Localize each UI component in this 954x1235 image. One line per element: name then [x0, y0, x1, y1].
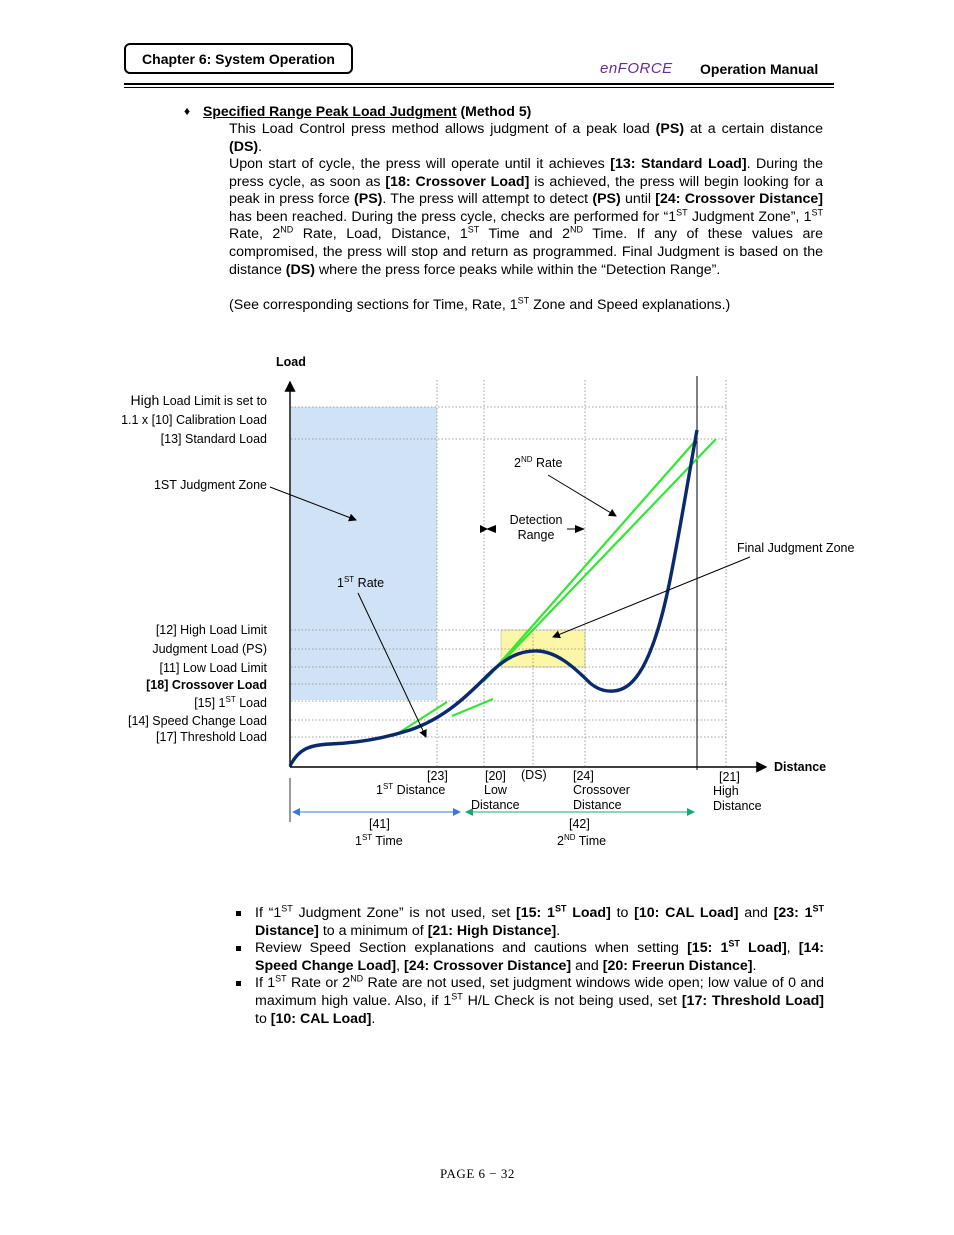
distance-guide-lines — [437, 380, 726, 766]
final-zone-label: Final Judgment Zone — [737, 541, 855, 555]
d24-label-2: Crossover — [573, 783, 630, 797]
d20-label-3: Distance — [471, 798, 520, 812]
d23-label-1: [23] — [427, 769, 448, 783]
diamond-bullet-icon: ♦ — [184, 104, 191, 118]
intro-paragraph: This Load Control press method allows judgment of a peak load (PS) at a certain distance (DS). — [229, 121, 823, 155]
high-limit-label: [12] High Load Limit — [155, 623, 267, 637]
ds-label: (DS) — [521, 768, 547, 782]
page-number: PAGE 6 − 32 — [440, 1166, 515, 1181]
note-item: If 1ST Rate or 2ND Rate are not used, set judgment windows wide open; low value of 0 and maximum high value. Also, if 1ST H/L Check is not being used, set [17: Threshold Load] to [10: CAL Load]. — [236, 975, 824, 1028]
x-axis-label: Distance — [774, 760, 827, 774]
threshold-label: [17] Threshold Load — [156, 730, 267, 744]
section-title: Specified Range Peak Load Judgment (Method 5) — [203, 103, 532, 119]
rate2-label: 2ND Rate — [514, 455, 563, 470]
notes-list — [236, 905, 824, 1028]
d24-label-1: [24] — [573, 769, 594, 783]
d21-label-1: [21] — [719, 770, 740, 784]
t42-label-2: 2ND Time — [557, 833, 607, 848]
standard-load-label: [13] Standard Load — [160, 432, 267, 446]
detection-range-label-2: Range — [517, 528, 555, 542]
high-load-label: High Load Limit is set to — [130, 392, 267, 408]
chapter-box: Chapter 6: System Operation — [124, 43, 353, 74]
load-distance-diagram — [0, 340, 954, 870]
see-also-paragraph: (See corresponding sections for Time, Rate, 1ST Zone and Speed explanations.) — [229, 295, 731, 313]
y-axis-label: Load — [276, 355, 306, 369]
d20-label-1: [20] — [485, 769, 506, 783]
brand-logo: enFORCE — [600, 60, 673, 77]
operation-paragraph: Upon start of cycle, the press will operate until it achieves [13: Standard Load]. During the press cycle, as soon as [18: Crossover Load] is achieved, the press will begin looking for a peak in press force (PS). The press will attempt to detect (PS) until [24: Crossover Distance] has been reached. During the press cycle, checks are performed for “1ST Judgment Zone”, 1ST Rate, 2ND Rate, Load, Distance, 1ST Time and 2ND Time. If any of these values are compromised, the press will stop and return as programmed. Final Judgment is based on the distance (DS) where the press force peaks while within the “Detection Range”. — [229, 156, 823, 278]
speed-change-label: [14] Speed Change Load — [127, 714, 267, 728]
manual-title: Operation Manual — [700, 61, 819, 77]
first-judgment-zone — [291, 407, 437, 700]
d24-label-3: Distance — [573, 798, 622, 812]
judgment-load-label: Judgment Load (PS) — [152, 642, 267, 656]
d23-label-2: 1ST Distance — [376, 782, 446, 797]
first-load-label: [15] 1ST Load — [194, 695, 267, 710]
low-limit-label: [11] Low Load Limit — [159, 661, 267, 675]
d21-label-2: High — [713, 784, 739, 798]
zone1-label: 1ST Judgment Zone — [153, 478, 267, 492]
t42-label-1: [42] — [569, 817, 590, 831]
header-rule — [124, 83, 834, 85]
header-rule-thin — [124, 87, 834, 88]
detection-range-label-1: Detection — [509, 513, 563, 527]
t41-label-2: 1ST Time — [355, 833, 403, 848]
note-item: If “1ST Judgment Zone” is not used, set [15: 1ST Load] to [10: CAL Load] and [23: 1ST Distance] to a minimum of [21: High Distance]. — [236, 905, 824, 940]
d20-label-2: Low — [484, 783, 507, 797]
t41-label-1: [41] — [369, 817, 390, 831]
note-item: Review Speed Section explanations and cautions when setting [15: 1ST Load], [14: Speed Change Load], [24: Crossover Distance] and [20: Freerun Distance]. — [236, 940, 824, 975]
rate1-label: 1ST Rate — [337, 575, 385, 590]
cal-load-label: 1.1 x [10] Calibration Load — [121, 413, 267, 427]
d21-label-3: Distance — [713, 799, 762, 813]
crossover-load-label: [18] Crossover Load — [146, 678, 267, 692]
